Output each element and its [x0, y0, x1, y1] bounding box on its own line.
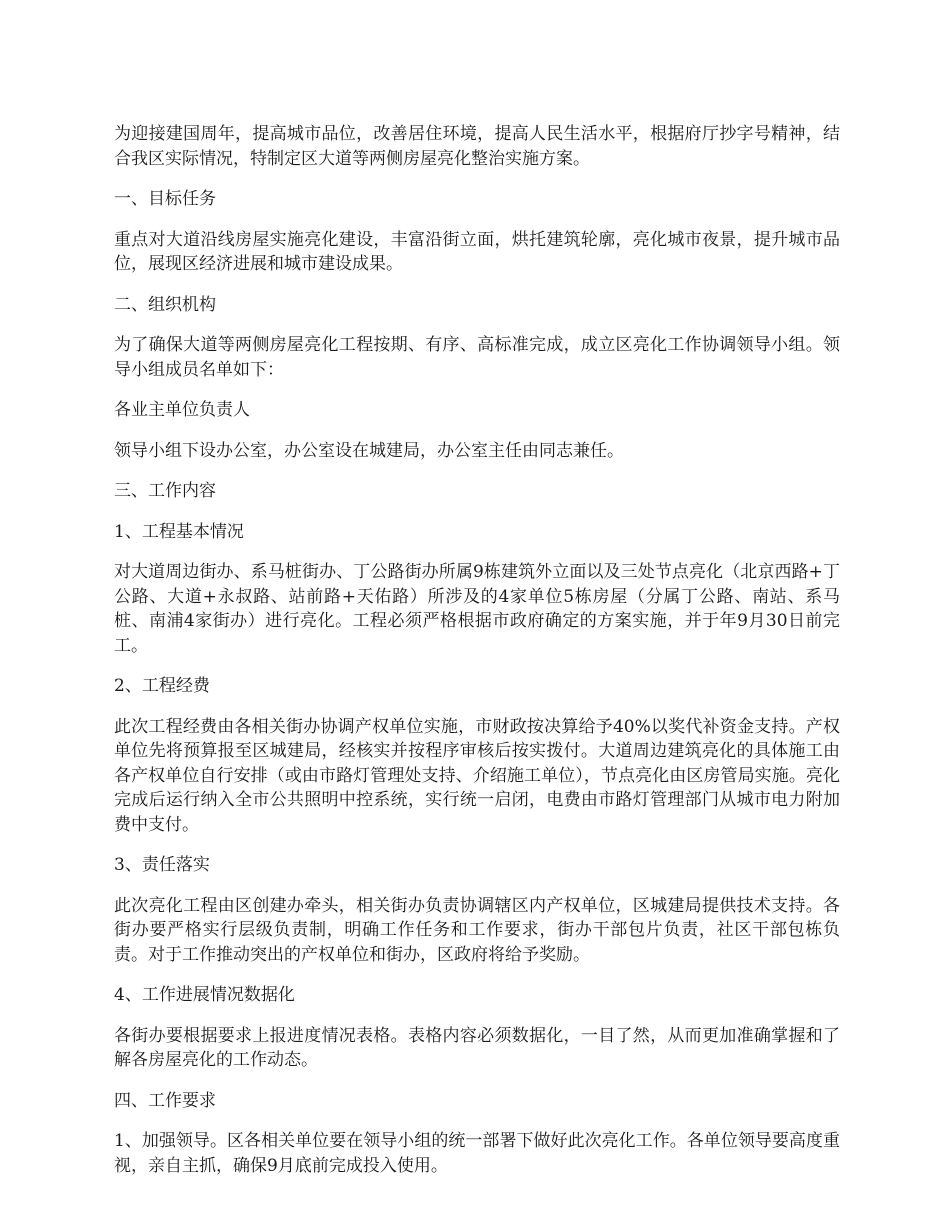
member-list-line: 各业主单位负责人 [114, 400, 250, 420]
project-basics-paragraph: 对大道周边街办、系马桩街办、丁公路街办所属9栋建筑外立面以及三处节点亮化（北京西路+丁公路、大道+永叔路、站前路+天佑路）所涉及的4家单位5栋房屋（分属丁公路、南站、系马桩、南浦4家街办）进行亮化。工程必须严格根据市政府确定的方案实施，并于年9月30日前完工。 [114, 562, 840, 656]
section-heading-organization: 二、组织机构 [114, 294, 216, 315]
subheading-funding: 2、工程经费 [114, 676, 210, 696]
section-heading-goals: 一、目标任务 [114, 189, 216, 209]
goals-paragraph: 重点对大道沿线房屋实施亮化建设，丰富沿街立面，烘托建筑轮廓，亮化城市夜景，提升城市品位，展现区经济进展和城市建设成果。 [114, 229, 840, 274]
responsibility-paragraph: 此次亮化工程由区创建办牵头，相关街办负责协调辖区内产权单位，区城建局提供技术支持。各街办要严格实行层级负责制，明确工作任务和工作要求，街办干部包片负责，社区干部包栋负责。对于工作推动突出的产权单位和街办，区政府将给予奖励。 [114, 895, 840, 965]
intro-paragraph: 为迎接建国周年，提高城市品位，改善居住环境，提高人民生活水平，根据府厅抄字号精神，结合我区实际情况，特制定区大道等两侧房屋亮化整治实施方案。 [114, 124, 840, 169]
office-paragraph: 领导小组下设办公室，办公室设在城建局，办公室主任由同志兼任。 [114, 440, 624, 461]
organization-paragraph: 为了确保大道等两侧房屋亮化工程按期、有序、高标准完成，成立区亮化工作协调领导小组。领导小组成员名单如下： [114, 335, 840, 380]
document-body [114, 122, 840, 1194]
requirements-paragraph: 1、加强领导。区各相关单位要在领导小组的统一部署下做好此次亮化工作。各单位领导要高度重视，亲自主抓，确保9月底前完成投入使用。 [114, 1131, 840, 1176]
subheading-project-basics: 1、工程基本情况 [114, 521, 244, 542]
section-heading-requirements: 四、工作要求 [114, 1090, 216, 1111]
funding-paragraph: 此次工程经费由各相关街办协调产权单位实施，市财政按决算给予40%以奖代补资金支持。产权单位先将预算报至区城建局，经核实并按程序审核后按实拨付。大道周边建筑亮化的具体施工由各产权单位自行安排（或由市路灯管理处支持、介绍施工单位），节点亮化由区房管局实施。亮化完成后运行纳入全市公共照明中控系统，实行统一启闭，电费由市路灯管理部门从城市电力附加费中支付。 [114, 716, 840, 835]
subheading-progress-data: 4、工作进展情况数据化 [114, 985, 295, 1005]
section-heading-work-content: 三、工作内容 [114, 481, 216, 501]
progress-data-paragraph: 各街办要根据要求上报进度情况表格。表格内容必须数据化，一目了然，从而更加准确掌握和了解各房屋亮化的工作动态。 [114, 1025, 840, 1070]
subheading-responsibility: 3、责任落实 [114, 855, 210, 875]
